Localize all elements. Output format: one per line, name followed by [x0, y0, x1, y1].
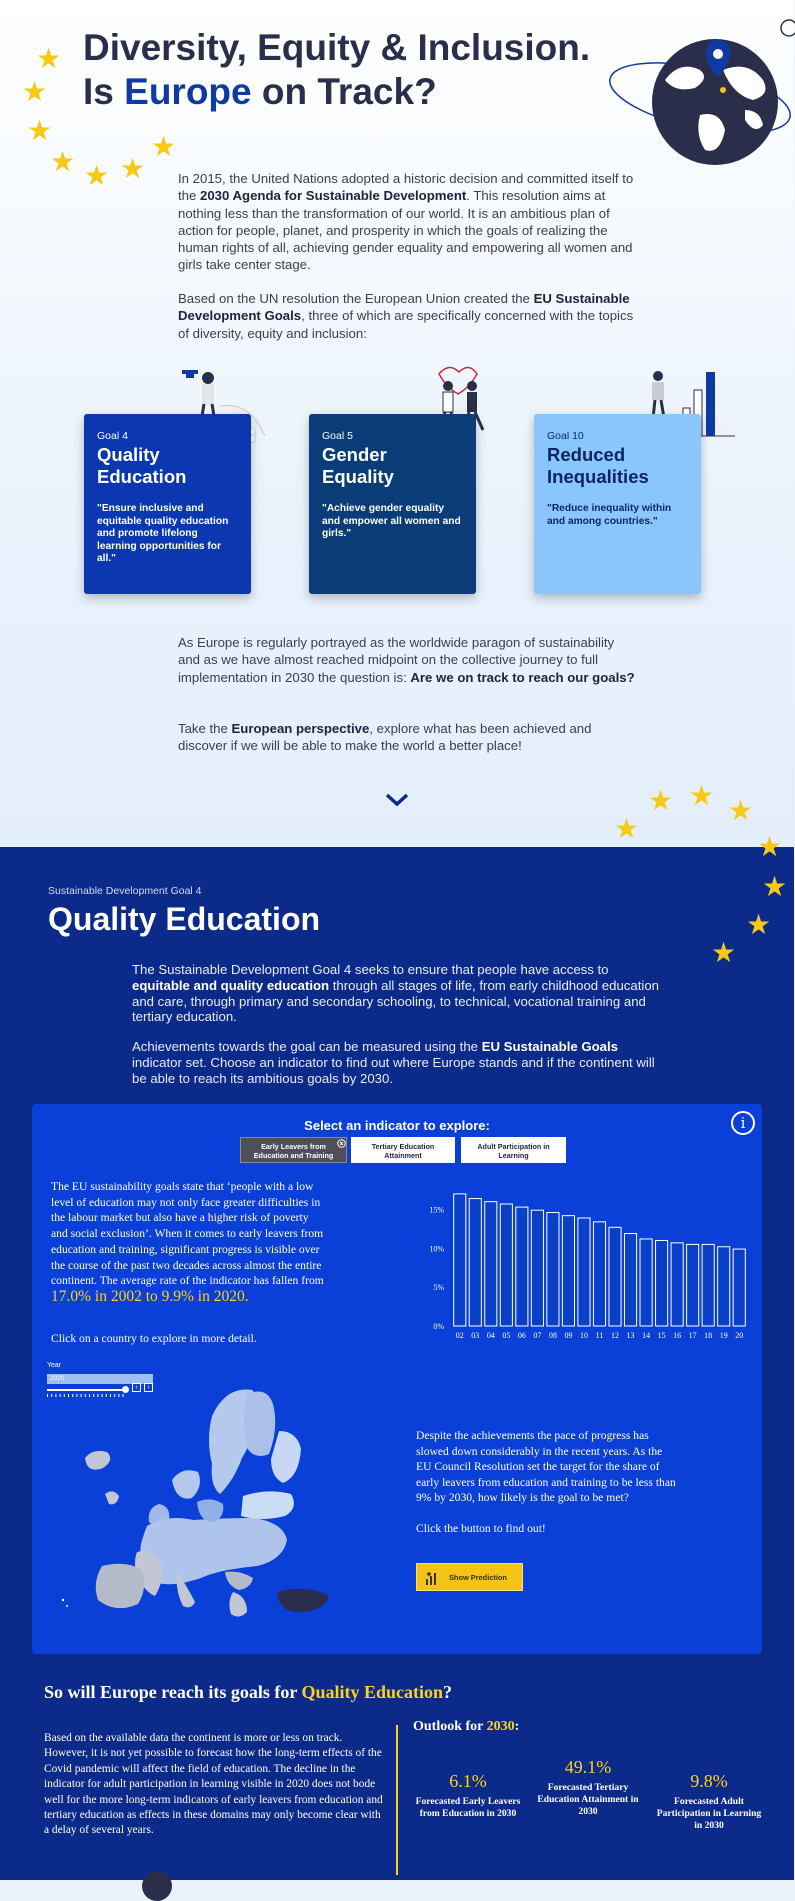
star-icon: ★	[120, 153, 146, 184]
bar-04[interactable]	[485, 1202, 497, 1326]
star-icon: ★	[22, 76, 48, 107]
x-tick-label: 16	[673, 1331, 682, 1340]
indicator-description: The EU sustainability goals state that ‘people with a low level of education may not only face greater difficulties in the labour market but also have a higher risk of poverty and social exclusion’. When it comes to early leavers from education and training, significant progress is visible over the course of the past two decades across almost the entire continent. The average rate of the indicator has fallen from 17.0% in 2002 to 9.9% in 2020.	[51, 1180, 324, 1305]
bar-19[interactable]	[718, 1247, 730, 1326]
bar-18[interactable]	[702, 1244, 714, 1326]
bar-15[interactable]	[656, 1241, 668, 1326]
section-paragraph-1: The Sustainable Development Goal 4 seeks to ensure that people have access to equitable and quality education through all stages of life, from early childhood education and care, through primary and secondary schooling, to technical, vocational training and tertiary education.	[132, 962, 659, 1025]
section-paragraph-2: Achievements towards the goal can be measured using the EU Sustainable Goals indicator set. Choose an indicator to find out where Europe stands and if the continent will be able to reach its ambitious goals by 2030.	[132, 1039, 655, 1086]
bar-03[interactable]	[469, 1199, 481, 1326]
star-icon: ★	[757, 831, 783, 862]
intro-paragraph-2: Based on the UN resolution the European Union created the EU Sustainable Development Goals, three of which are specifically concerned with the topics of diversity, equity and inclusion:	[178, 291, 634, 341]
tab-tertiary-education[interactable]: Tertiary Education Attainment	[351, 1137, 455, 1163]
goal-card-reduced-inequalities[interactable]: Goal 10 Reduced Inequalities "Reduce inequality within and among countries."	[534, 414, 701, 594]
forecast-tertiary-education: 49.1% Forecasted Tertiary Education Attainment in 2030	[537, 1757, 639, 1817]
summary-question: So will Europe reach its goals for Quality Education?	[44, 1682, 453, 1702]
indicator-explorer-panel	[32, 1104, 762, 1654]
x-tick-label: 19	[719, 1331, 728, 1340]
star-icon: ★	[27, 115, 53, 146]
x-tick-label: 18	[704, 1331, 713, 1340]
star-icon: ★	[728, 795, 754, 826]
x-tick-label: 07	[533, 1331, 542, 1340]
bar-12[interactable]	[609, 1227, 621, 1326]
x-tick-label: 06	[517, 1331, 526, 1340]
year-next-button[interactable]: ›	[144, 1383, 153, 1392]
bar-10[interactable]	[578, 1218, 590, 1326]
star-icon: ★	[151, 131, 177, 162]
bar-16[interactable]	[671, 1243, 683, 1326]
section-subtitle: Sustainable Development Goal 4	[48, 885, 202, 897]
star-icon: ★	[50, 146, 76, 177]
outro-paragraph-1: As Europe is regularly portrayed as the worldwide paragon of sustainability and as we have almost reached midpoint on the collective journey to full implementation in 2030 the question is: Are we on track to reach our goals?	[178, 635, 635, 685]
star-icon: ★	[614, 813, 640, 844]
intro-section	[0, 0, 794, 847]
bar-09[interactable]	[562, 1216, 574, 1326]
bar-13[interactable]	[624, 1234, 636, 1326]
star-icon: ★	[648, 785, 674, 816]
y-tick-label: 0%	[433, 1322, 444, 1331]
star-icon: ★	[689, 780, 715, 811]
star-icon: ★	[36, 43, 62, 74]
forecast-adult-participation: 9.8% Forecasted Adult Participation in Learning in 2030	[656, 1771, 762, 1831]
prediction-text: Despite the achievements the pace of progress has slowed down considerably in the recent years. As the EU Council Resolution set the target for the share of early leavers from education and training to be less than 9% by 2030, how likely is the goal to be met? Click the button to find out!	[416, 1429, 676, 1535]
year-value-field[interactable]: 2020	[47, 1374, 153, 1384]
show-prediction-button[interactable]: Show Prediction	[416, 1563, 523, 1591]
star-icon: ★	[762, 871, 788, 902]
bar-02[interactable]	[454, 1194, 466, 1326]
summary-text: Based on the available data the continent is more or less on track. However, it is not yet possible to forecast how the long-term effects of the Covid pandemic will affect the field of education. The decline in the indicator for adult participation in learning visible in 2020 does not bode well for the more long-term indicators of early leavers from education and tertiary education as effects in these domains may only become clear with a delay of several years.	[44, 1732, 383, 1837]
bar-17[interactable]	[687, 1244, 699, 1326]
outlook-title: Outlook for 2030:	[413, 1719, 520, 1734]
bar-06[interactable]	[516, 1207, 528, 1326]
goal-card-quality-education[interactable]: Goal 4 Quality Education "Ensure inclusive and equitable quality education and promote lifelong learning opportunities for all."	[84, 414, 251, 594]
bar-14[interactable]	[640, 1239, 652, 1326]
x-tick-label: 12	[611, 1331, 620, 1340]
y-tick-label: 15%	[429, 1205, 444, 1215]
info-icon[interactable]: i	[731, 1111, 755, 1135]
x-tick-label: 04	[486, 1331, 495, 1340]
y-tick-label: 10%	[429, 1244, 444, 1254]
x-tick-label: 05	[502, 1331, 511, 1340]
x-tick-label: 08	[548, 1331, 557, 1340]
x-tick-label: 03	[471, 1331, 480, 1340]
section-title: Quality Education	[48, 901, 321, 937]
forecast-early-leavers: 6.1% Forecasted Early Leavers from Education in 2030	[415, 1771, 521, 1819]
close-icon[interactable]	[337, 1139, 346, 1148]
goal-card-gender-equality[interactable]: Goal 5 Gender Equality "Achieve gender equality and empower all women and girls."	[309, 414, 476, 594]
intro-paragraph-1: In 2015, the United Nations adopted a historic decision and committed itself to the 2030 Agenda for Sustainable Development. This resolution aims at nothing less than the transformation of our world. It is an ambitious plan of action for people, planet, and prosperity in which the goals of realizing the human rights of all, achieving gender equality and empowering all women and girls take center stage.	[178, 171, 634, 273]
early-leavers-bar-chart	[402, 1182, 752, 1347]
bar-08[interactable]	[547, 1213, 559, 1326]
page-title: Diversity, Equity & Inclusion. Is Europe on Track?	[83, 27, 591, 112]
bar-05[interactable]	[500, 1204, 512, 1326]
year-prev-button[interactable]: ‹	[132, 1383, 141, 1392]
bar-07[interactable]	[531, 1210, 543, 1326]
bar-11[interactable]	[593, 1222, 605, 1326]
x-tick-label: 13	[626, 1331, 635, 1340]
star-icon: ★	[746, 909, 772, 940]
x-tick-label: 10	[579, 1331, 588, 1340]
indicator-highlight: 17.0% in 2002 to 9.9% in 2020.	[51, 1287, 249, 1305]
star-icon: ★	[711, 937, 737, 968]
tab-adult-participation[interactable]: Adult Participation in Learning	[461, 1137, 566, 1163]
divider	[396, 1725, 398, 1875]
x-tick-label: 17	[688, 1331, 697, 1340]
x-tick-label: 11	[595, 1331, 604, 1340]
x-tick-label: 09	[564, 1331, 573, 1340]
x-tick-label: 15	[657, 1331, 666, 1340]
bar-20[interactable]	[733, 1249, 745, 1326]
globe-illustration-icon	[605, 30, 795, 180]
chart-icon	[425, 1571, 441, 1585]
y-tick-label: 5%	[433, 1283, 444, 1293]
tab-early-leavers[interactable]: Early Leavers from Education and Training	[240, 1137, 347, 1163]
scroll-top-button[interactable]	[142, 1871, 172, 1901]
select-indicator-title: Select an indicator to explore:	[304, 1118, 490, 1133]
year-label: Year	[47, 1362, 62, 1369]
chevron-down-icon[interactable]	[384, 792, 410, 808]
quality-education-section	[0, 831, 794, 1880]
x-tick-label: 14	[642, 1331, 651, 1340]
star-icon: ★	[84, 160, 110, 191]
x-tick-label: 20	[735, 1331, 744, 1340]
map-instruction: Click on a country to explore in more detail.	[51, 1332, 257, 1345]
outro-paragraph-2: Take the European perspective, explore what has been achieved and discover if we will be able to make the world a better place!	[178, 721, 592, 754]
europe-map[interactable]	[47, 1376, 377, 1638]
x-tick-label: 02	[455, 1331, 464, 1340]
